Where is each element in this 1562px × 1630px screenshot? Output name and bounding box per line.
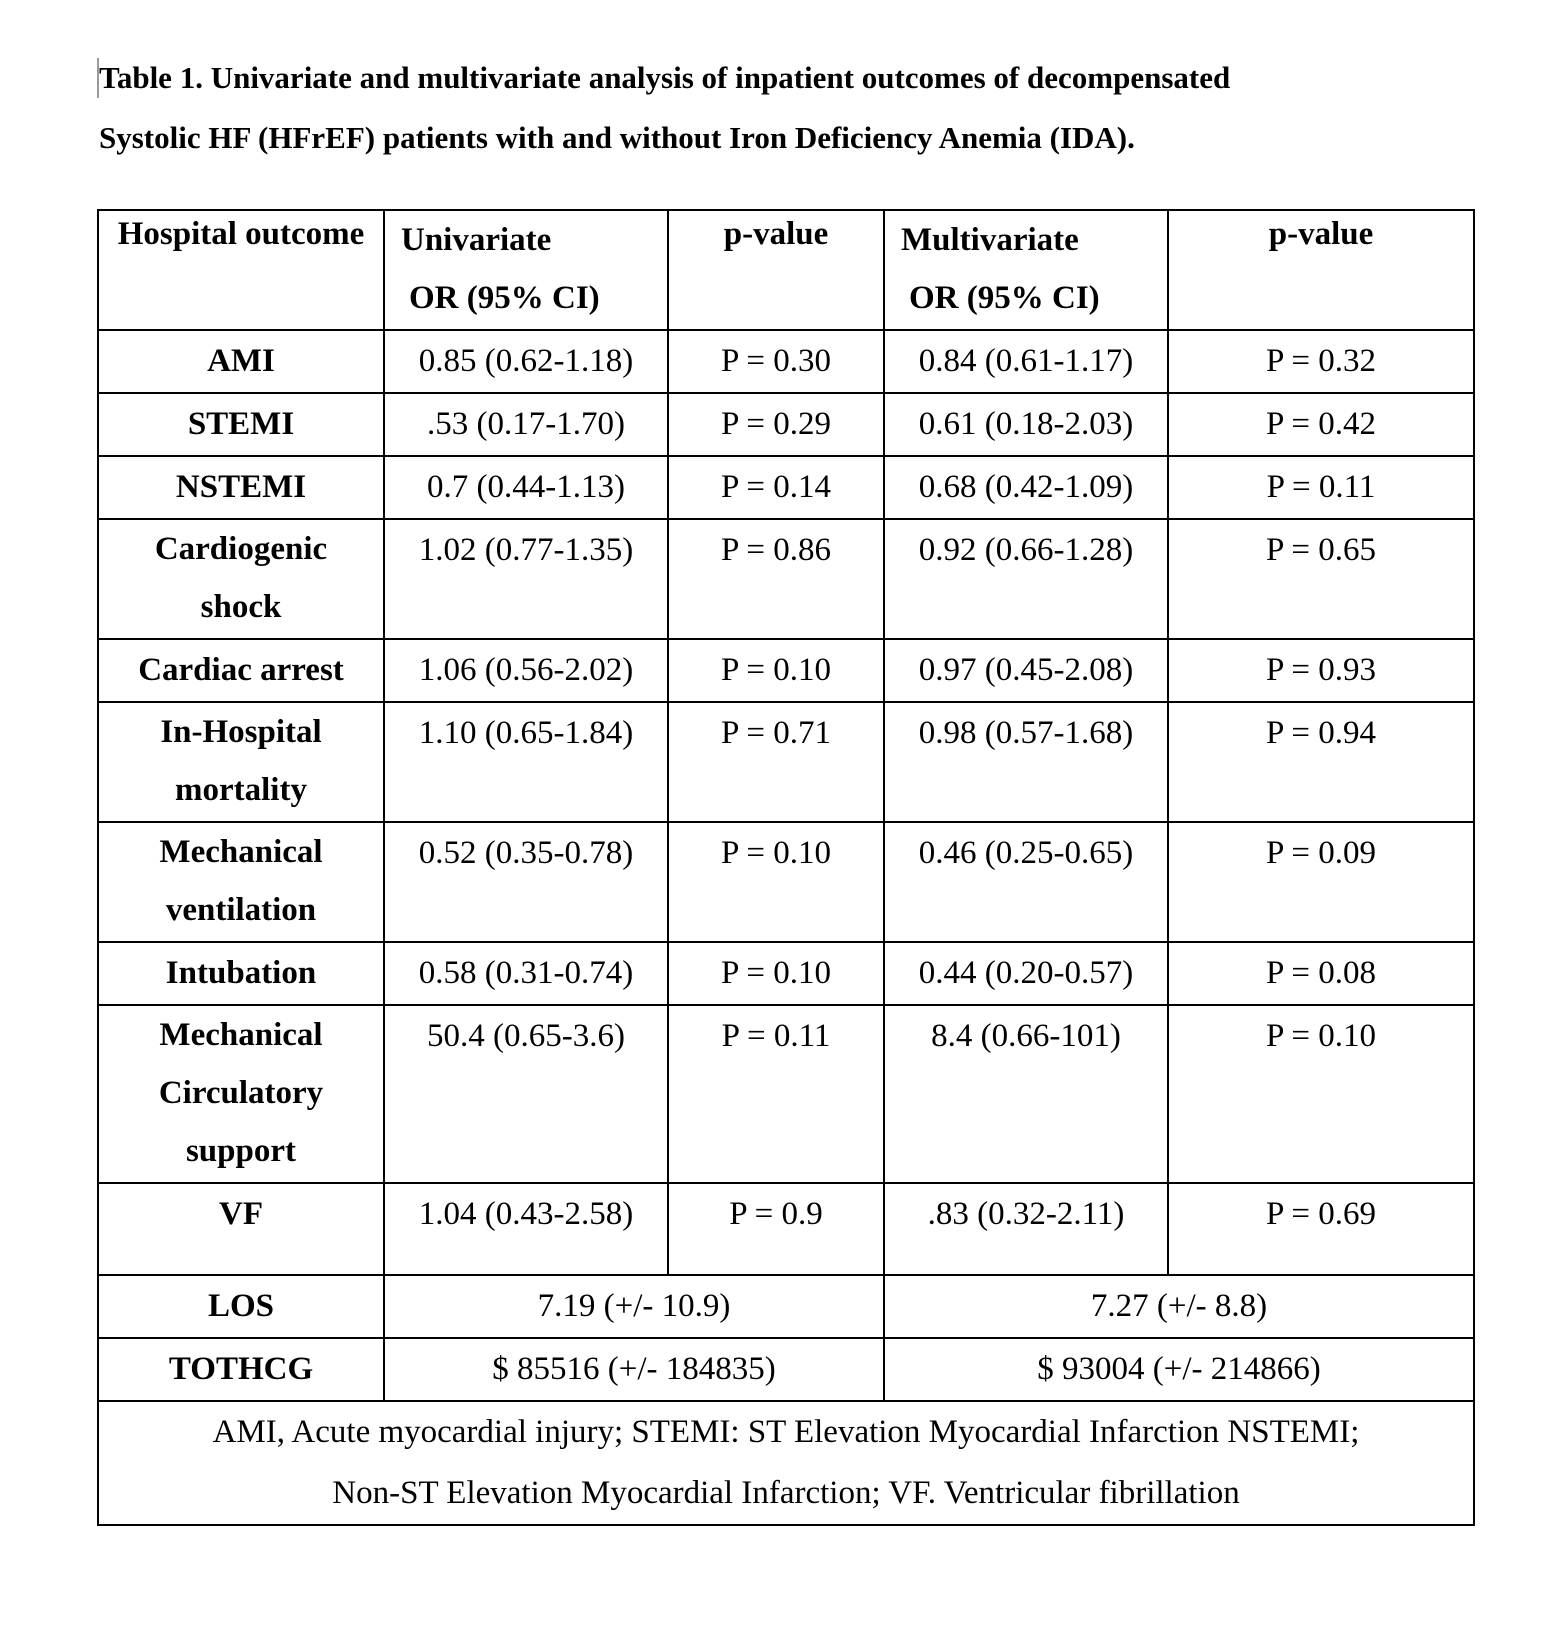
- multivariate-pvalue-cell: P = 0.42: [1168, 393, 1474, 456]
- table-row: [98, 942, 1474, 1005]
- caption-line-2: Systolic HF (HFrEF) patients with and without Iron Deficiency Anemia (IDA).: [99, 120, 1135, 155]
- multivariate-pvalue-cell: P = 0.65: [1168, 519, 1474, 639]
- univariate-or-cell: 0.52 (0.35-0.78): [384, 822, 668, 942]
- caption-line-1: Table 1. Univariate and multivariate analysis of inpatient outcomes of decompensated: [99, 60, 1231, 95]
- univariate-pvalue-cell: P = 0.71: [668, 702, 884, 822]
- header-hospital-outcome-text: Hospital outcome: [117, 216, 365, 252]
- header-multivariate-line1: Multivariate: [901, 222, 1079, 258]
- outcome-label: Mechanical: [159, 834, 323, 870]
- univariate-or-cell: 0.58 (0.31-0.74): [384, 942, 668, 1005]
- outcome-cell: [98, 456, 384, 519]
- multivariate-pvalue-cell: P = 0.09: [1168, 822, 1474, 942]
- table-row: [98, 519, 1474, 639]
- summary-row: [98, 1275, 1474, 1338]
- footnote-cell: [98, 1401, 1474, 1525]
- univariate-or-cell: 1.04 (0.43-2.58): [384, 1183, 668, 1275]
- univariate-pvalue-cell: P = 0.10: [668, 639, 884, 702]
- summary-outcome-cell: LOS: [98, 1275, 384, 1338]
- header-hospital-outcome: [98, 210, 384, 330]
- table-caption: [99, 48, 1519, 168]
- univariate-pvalue-cell: P = 0.10: [668, 942, 884, 1005]
- table-row: [98, 639, 1474, 702]
- univariate-pvalue-cell: P = 0.11: [668, 1005, 884, 1183]
- outcome-label: Cardiac arrest: [138, 652, 344, 688]
- multivariate-pvalue-cell: P = 0.94: [1168, 702, 1474, 822]
- summary-univariate-cell: $ 85516 (+/- 184835): [384, 1338, 884, 1401]
- outcome-label: NSTEMI: [175, 469, 307, 505]
- univariate-pvalue-cell: P = 0.29: [668, 393, 884, 456]
- header-univariate-line2: OR (95% CI): [409, 280, 600, 316]
- univariate-or-cell: 0.85 (0.62-1.18): [384, 330, 668, 393]
- multivariate-or-cell: 0.61 (0.18-2.03): [884, 393, 1168, 456]
- summary-multivariate-cell: 7.27 (+/- 8.8): [884, 1275, 1474, 1338]
- summary-outcome-cell: TOTHCG: [98, 1338, 384, 1401]
- header-row: [98, 210, 1474, 330]
- multivariate-pvalue-cell: P = 0.93: [1168, 639, 1474, 702]
- multivariate-pvalue-cell: P = 0.69: [1168, 1183, 1474, 1275]
- footnote-line1: AMI, Acute myocardial injury; STEMI: ST Elevation Myocardial Infarction NSTEMI;: [212, 1414, 1360, 1450]
- footnote-line2: Non-ST Elevation Myocardial Infarction; VF. Ventricular fibrillation: [332, 1475, 1240, 1511]
- table-row: [98, 822, 1474, 942]
- outcome-cell: [98, 330, 384, 393]
- table-row: [98, 1183, 1474, 1275]
- outcome-label: shock: [200, 589, 282, 625]
- header-univariate-line1: Univariate: [401, 222, 552, 258]
- univariate-pvalue-cell: P = 0.14: [668, 456, 884, 519]
- multivariate-or-cell: 0.97 (0.45-2.08): [884, 639, 1168, 702]
- summary-row: [98, 1338, 1474, 1401]
- outcome-label: ventilation: [165, 892, 317, 928]
- multivariate-or-cell: 8.4 (0.66-101): [884, 1005, 1168, 1183]
- outcome-cell: [98, 1005, 384, 1183]
- outcome-label: STEMI: [187, 406, 295, 442]
- univariate-pvalue-cell: P = 0.86: [668, 519, 884, 639]
- outcome-cell: [98, 942, 384, 1005]
- outcome-cell: [98, 639, 384, 702]
- univariate-or-cell: .53 (0.17-1.70): [384, 393, 668, 456]
- univariate-pvalue-cell: P = 0.10: [668, 822, 884, 942]
- header-pvalue-2: [1168, 210, 1474, 330]
- outcome-cell: [98, 393, 384, 456]
- outcome-label: Mechanical: [159, 1017, 323, 1053]
- multivariate-pvalue-cell: P = 0.32: [1168, 330, 1474, 393]
- table-row: [98, 393, 1474, 456]
- multivariate-pvalue-cell: P = 0.08: [1168, 942, 1474, 1005]
- header-multivariate: [884, 210, 1168, 330]
- header-pvalue-2-text: p-value: [1268, 216, 1374, 252]
- summary-univariate-cell: 7.19 (+/- 10.9): [384, 1275, 884, 1338]
- univariate-or-cell: 50.4 (0.65-3.6): [384, 1005, 668, 1183]
- univariate-pvalue-cell: P = 0.9: [668, 1183, 884, 1275]
- multivariate-pvalue-cell: P = 0.10: [1168, 1005, 1474, 1183]
- outcome-label: VF: [219, 1196, 263, 1232]
- univariate-or-cell: 0.7 (0.44-1.13): [384, 456, 668, 519]
- outcome-label: mortality: [175, 772, 307, 808]
- univariate-or-cell: 1.10 (0.65-1.84): [384, 702, 668, 822]
- multivariate-or-cell: .83 (0.32-2.11): [884, 1183, 1168, 1275]
- multivariate-or-cell: 0.44 (0.20-0.57): [884, 942, 1168, 1005]
- multivariate-or-cell: 0.68 (0.42-1.09): [884, 456, 1168, 519]
- outcome-label: In-Hospital: [160, 714, 322, 750]
- header-pvalue-1: [668, 210, 884, 330]
- summary-multivariate-cell: $ 93004 (+/- 214866): [884, 1338, 1474, 1401]
- table-row: [98, 1005, 1474, 1183]
- univariate-or-cell: 1.06 (0.56-2.02): [384, 639, 668, 702]
- multivariate-or-cell: 0.92 (0.66-1.28): [884, 519, 1168, 639]
- outcome-label: support: [185, 1133, 297, 1169]
- table-row: [98, 456, 1474, 519]
- header-univariate: [384, 210, 668, 330]
- multivariate-or-cell: 0.46 (0.25-0.65): [884, 822, 1168, 942]
- multivariate-or-cell: 0.84 (0.61-1.17): [884, 330, 1168, 393]
- outcome-cell: [98, 702, 384, 822]
- footnote-row: [98, 1401, 1474, 1525]
- outcome-cell: [98, 1183, 384, 1275]
- multivariate-pvalue-cell: P = 0.11: [1168, 456, 1474, 519]
- header-multivariate-line2: OR (95% CI): [909, 280, 1100, 316]
- table-row: [98, 330, 1474, 393]
- multivariate-or-cell: 0.98 (0.57-1.68): [884, 702, 1168, 822]
- outcomes-table: [97, 209, 1475, 1526]
- univariate-or-cell: 1.02 (0.77-1.35): [384, 519, 668, 639]
- outcome-label: AMI: [207, 343, 275, 379]
- outcome-label: Intubation: [165, 955, 317, 991]
- outcome-label: Cardiogenic: [154, 531, 328, 567]
- header-pvalue-1-text: p-value: [723, 216, 829, 252]
- outcome-label: Circulatory: [158, 1075, 324, 1111]
- outcome-cell: [98, 519, 384, 639]
- univariate-pvalue-cell: P = 0.30: [668, 330, 884, 393]
- table-row: [98, 702, 1474, 822]
- outcome-cell: [98, 822, 384, 942]
